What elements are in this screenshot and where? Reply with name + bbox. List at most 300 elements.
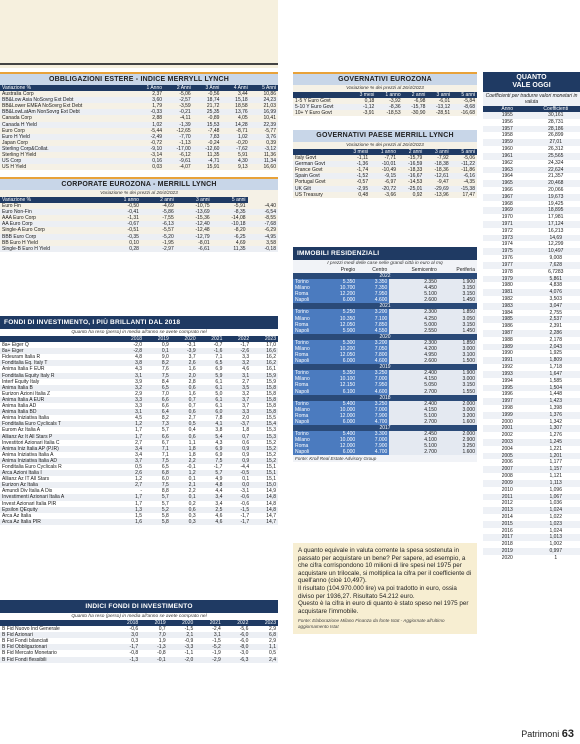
table-cell: -30,90 xyxy=(411,110,426,117)
coefficient-row xyxy=(483,398,580,405)
price-cell: 2.000 xyxy=(439,431,477,437)
price-cell: 10.000 xyxy=(325,407,358,413)
table-cell: 0,39 xyxy=(266,139,276,146)
price-cell: 1.900 xyxy=(439,370,477,376)
price-cell: 3.150 xyxy=(439,291,477,297)
obbligazioni-table xyxy=(0,85,278,170)
year-cell: 2002 xyxy=(501,432,513,439)
price-cell: 6.000 xyxy=(325,358,358,364)
year-cell: 2020 xyxy=(501,554,513,561)
table-cell: -1,13 xyxy=(179,139,191,146)
coefficient-cell: 1,448 xyxy=(549,391,562,398)
coefficient-cell: 3,047 xyxy=(549,302,562,309)
coefficient-row xyxy=(483,194,580,201)
column-header: Semicentro xyxy=(411,267,437,273)
year-cell: 1980 xyxy=(501,282,513,289)
table-cell: 21,72 xyxy=(206,103,220,110)
year-cell: 1983 xyxy=(501,302,513,309)
coefficient-row xyxy=(483,221,580,228)
coefficient-row xyxy=(483,310,580,317)
table-cell: -2,57 xyxy=(164,97,193,103)
table-cell: -4,4 xyxy=(240,463,250,470)
price-cell: 3.350 xyxy=(357,279,389,285)
table-cell: 2,5 xyxy=(198,507,225,513)
coefficient-row xyxy=(483,112,580,119)
table-cell: 0,3 xyxy=(171,519,198,525)
coefficient-row xyxy=(483,228,580,235)
table-cell: -0,5 xyxy=(224,470,251,476)
price-cell: 2.700 xyxy=(389,449,438,455)
table-cell: 15,8 xyxy=(266,390,276,397)
column-header: 3 mesi xyxy=(343,149,370,155)
table-cell: -7,68 xyxy=(248,221,278,227)
table-cell: -8,55 xyxy=(264,215,276,222)
table-cell: 1,02 xyxy=(133,122,164,128)
table-cell: -0,6 xyxy=(129,626,139,633)
price-cell: 1.450 xyxy=(439,297,477,303)
explanation-p3: Questo è la cifra in euro di quanto è stato speso nel 1975 per acquistare l'immobile. xyxy=(298,600,469,615)
row-label: Fonditalia Euro Cyclicals R xyxy=(2,463,62,470)
column-header: 5 anni xyxy=(451,149,477,155)
table-cell: -18,38 xyxy=(424,161,450,167)
coefficient-cell: 2,043 xyxy=(549,343,562,350)
row-label: Eurom Az Italia A xyxy=(2,427,41,434)
table-cell: -2,9 xyxy=(195,657,223,663)
coefficient-cell: 1,342 xyxy=(549,418,562,425)
table-cell: -3,0 xyxy=(239,650,249,657)
row-label: Anima Iniz Italia AP (P.IR) xyxy=(0,446,117,452)
price-cell: 3.000 xyxy=(439,407,477,413)
price-cell: 2.600 xyxy=(389,358,438,364)
quanto-title xyxy=(483,72,580,92)
table-cell: -8,71 xyxy=(236,127,248,134)
table-cell: -0,51 xyxy=(127,227,139,234)
price-cell: 2.300 xyxy=(389,340,438,346)
table-cell: 6,7 xyxy=(161,439,169,446)
row-label: Arca Az Italia xyxy=(2,512,32,519)
row-label: B Fid Nuovo Ind Generale xyxy=(2,626,60,633)
price-cell: 2.600 xyxy=(389,297,438,303)
coefficient-cell: 28,186 xyxy=(548,125,564,132)
table-cell: 3,3 xyxy=(242,354,250,361)
row-label: UK Gilt xyxy=(293,186,343,192)
table-cell: 0,6 xyxy=(171,434,198,440)
table-cell: -6,98 xyxy=(413,98,426,105)
coefficient-row xyxy=(483,432,580,439)
table-cell: 15,8 xyxy=(251,385,278,391)
year-cell: 2007 xyxy=(501,466,513,473)
table-cell: 11,35 xyxy=(207,152,220,159)
table-cell: -11,22 xyxy=(451,161,477,167)
price-cell: 3.250 xyxy=(357,370,389,376)
table-cell: 18,74 xyxy=(193,97,222,103)
table-cell: -2,8 xyxy=(117,348,144,354)
table-cell: -5,91 xyxy=(234,203,246,210)
row-label: Anima Iniziativa Italia A xyxy=(2,451,54,458)
table-cell: -6,54 xyxy=(248,209,278,215)
table-cell: 3,1 xyxy=(195,632,223,638)
year-cell: 2005 xyxy=(501,452,513,459)
immobili-source: Fonte: Kroll Real Estate Advisory Group xyxy=(295,456,377,462)
table-cell: -5,06 xyxy=(179,91,191,98)
table-cell: -1,5 xyxy=(224,507,251,513)
city-label: Milano xyxy=(293,346,325,352)
column-header: 2022 xyxy=(224,336,251,342)
price-cell: 1.550 xyxy=(439,389,477,395)
table-cell: 15,0 xyxy=(251,482,278,488)
table-cell: 17,47 xyxy=(462,191,475,198)
table-cell: -7,92 xyxy=(437,155,449,162)
coefficient-row xyxy=(483,316,580,323)
table-cell: 24,23 xyxy=(250,97,278,103)
coefficient-row xyxy=(483,412,580,419)
price-cell: 5.900 xyxy=(325,328,358,334)
price-cell: 2.000 xyxy=(439,401,477,407)
table-cell: 0,7 xyxy=(224,434,251,440)
table-cell: 22,39 xyxy=(250,122,278,128)
table-cell: -2,95 xyxy=(343,186,370,192)
coefficient-cell: 21,357 xyxy=(548,173,564,180)
year-cell: 2006 xyxy=(501,459,513,466)
column-header: 2021 xyxy=(195,620,223,626)
table-cell: 13,76 xyxy=(221,109,249,115)
coefficient-row xyxy=(483,500,580,507)
coefficient-cell: 19,673 xyxy=(548,193,564,200)
indici-table xyxy=(0,620,278,663)
table-cell: -10,18 xyxy=(212,221,248,227)
coefficient-cell: 4,076 xyxy=(549,289,562,296)
coefficient-cell: 2,755 xyxy=(549,309,562,316)
table-cell: -5,44 xyxy=(150,127,163,134)
table-cell: 1,9 xyxy=(158,638,166,645)
table-cell: -15,38 xyxy=(451,186,477,192)
year-label: 2021 xyxy=(293,303,477,309)
table-cell: 6,5 xyxy=(161,463,169,470)
price-cell: 5.000 xyxy=(389,322,438,328)
table-cell: -7,71 xyxy=(384,155,397,162)
table-cell: 15,5 xyxy=(266,415,276,422)
column-header: 2022 xyxy=(223,620,251,626)
coefficient-cell: 1 xyxy=(554,554,558,561)
table-cell: 4,05 xyxy=(237,115,248,122)
price-cell: 1.850 xyxy=(439,340,477,346)
row-label: AA Euro Corp xyxy=(0,221,103,227)
quanto-subtitle: Coefficienti per tradurre valori monetari in valuta xyxy=(483,92,580,106)
table-cell: 4,6 xyxy=(242,366,250,373)
table-cell: -1,9 xyxy=(212,650,221,657)
table-cell: 1,6 xyxy=(188,366,196,373)
table-cell: 21,03 xyxy=(263,103,276,110)
year-cell: 1968 xyxy=(501,200,513,207)
coefficient-row xyxy=(483,425,580,432)
table-cell: 5,7 xyxy=(198,470,225,476)
footer-label: Patrimoni xyxy=(521,729,560,739)
column-header: 3 anni xyxy=(424,149,450,155)
table-cell: -8,0 xyxy=(223,644,251,650)
coefficient-row xyxy=(483,555,580,562)
row-label: France Govt xyxy=(295,167,323,174)
row-label: Allianz Az IT All Stars xyxy=(2,476,50,483)
coefficient-cell: 1,177 xyxy=(549,459,562,466)
table-cell: 2,7 xyxy=(117,482,144,488)
price-cell: 6.000 xyxy=(325,297,358,303)
table-cell: -6,97 xyxy=(384,179,397,186)
year-cell: 1992 xyxy=(501,364,513,371)
obbligazioni-estere-section xyxy=(0,72,278,170)
table-cell: 11,35 xyxy=(212,246,248,252)
coefficient-cell: 16,213 xyxy=(548,227,564,234)
year-cell: 1955 xyxy=(501,112,513,118)
coefficient-row xyxy=(483,201,580,208)
year-cell: 1984 xyxy=(501,309,513,316)
coefficient-row xyxy=(483,391,580,398)
city-label: Napoli xyxy=(293,419,325,425)
price-cell: 2.300 xyxy=(389,309,438,315)
row-label: Anima Italia A EUR xyxy=(0,397,117,403)
table-cell: 1,8 xyxy=(188,451,196,458)
coefficient-row xyxy=(483,521,580,528)
table-cell: -0,41 xyxy=(103,209,141,215)
coefficient-row xyxy=(483,364,580,371)
row-label: Portugal Govt xyxy=(295,179,326,186)
price-cell: 5.100 xyxy=(389,291,438,297)
table-cell: 1,5 xyxy=(135,512,143,519)
price-cell: 5.100 xyxy=(389,413,438,419)
year-cell: 1971 xyxy=(501,221,513,227)
year-cell: 2013 xyxy=(501,507,513,514)
table-cell: 8,8 xyxy=(161,488,169,495)
table-cell: 2,1 xyxy=(171,482,198,488)
table-cell: -20,72 xyxy=(370,186,398,192)
coefficient-cell: 1,201 xyxy=(549,452,562,459)
table-cell: 2,9 xyxy=(269,638,276,645)
row-label: 5-10 Y Euro Govt xyxy=(293,104,351,110)
price-cell: 4.200 xyxy=(389,346,438,352)
coefficient-cell: 1,221 xyxy=(549,445,562,452)
row-label: Sterling Corp&Collat. xyxy=(0,146,133,152)
table-cell: 0,9 xyxy=(161,342,169,349)
gov-ez-title: GOVERNATIVI EUROZONA xyxy=(293,74,477,85)
table-cell: 6,8 xyxy=(144,470,171,476)
price-cell: 6.000 xyxy=(325,419,358,425)
table-cell: 0,6 xyxy=(171,409,198,415)
immobili-subtitle: I prezzi medi delle case nelle grandi città in euro al mq xyxy=(327,261,443,266)
table-cell: 15,8 xyxy=(251,397,278,403)
coefficient-cell: 19,425 xyxy=(548,200,564,207)
table-row xyxy=(293,192,477,198)
coefficient-cell: 5,861 xyxy=(549,275,562,282)
coefficient-cell: 1,398 xyxy=(549,404,562,411)
price-cell: 1.450 xyxy=(439,328,477,334)
table-cell: 0,48 xyxy=(358,191,369,198)
price-cell: 3.200 xyxy=(357,309,389,315)
table-cell: -0,72 xyxy=(150,139,163,146)
coefficient-cell: 1,096 xyxy=(549,486,562,493)
price-cell: 7.000 xyxy=(357,437,389,443)
table-cell: 16,60 xyxy=(263,164,276,171)
table-cell: 2,9 xyxy=(135,390,143,397)
table-cell: 3,60 xyxy=(133,97,164,103)
table-cell: -6,25 xyxy=(212,234,248,240)
table-cell: 7,0 xyxy=(161,390,169,397)
table-cell: -0,1 xyxy=(140,657,168,663)
year-cell: 1989 xyxy=(501,343,513,350)
price-cell: 12.050 xyxy=(325,352,358,358)
table-cell: 7,5 xyxy=(144,373,171,379)
price-cell: 7.800 xyxy=(357,352,389,358)
table-cell: 6,1 xyxy=(215,403,223,410)
table-cell: -3,9 xyxy=(171,348,198,354)
table-cell: -3,3 xyxy=(168,644,196,650)
row-label: US H Yield xyxy=(2,164,27,171)
coefficient-cell: 27,01 xyxy=(549,139,562,146)
table-cell: 14,8 xyxy=(251,494,278,500)
table-cell: -6,0 xyxy=(223,632,251,638)
year-cell: 1969 xyxy=(501,207,513,214)
table-cell: 6,6 xyxy=(144,434,171,440)
price-cell: 1.850 xyxy=(439,309,477,315)
fondi-section xyxy=(0,316,278,525)
coefficient-row xyxy=(483,207,580,214)
table-cell: -25,01 xyxy=(398,186,424,192)
table-cell: -10,49 xyxy=(381,167,397,174)
table-cell: 0,5 xyxy=(269,650,276,657)
table-cell: -5,06 xyxy=(463,155,475,162)
coefficient-cell: 1,036 xyxy=(549,500,562,507)
year-cell: 1973 xyxy=(501,234,513,241)
table-cell: -1,11 xyxy=(357,155,369,162)
city-label: Napoli xyxy=(293,328,325,334)
row-label: BB&LowLatAm NonSovrg Ext Debt xyxy=(0,109,133,115)
table-cell: 0,5 xyxy=(135,463,143,470)
coefficient-row xyxy=(483,385,580,392)
price-cell: 3.200 xyxy=(357,340,389,346)
table-cell: -7,62 xyxy=(221,146,249,152)
price-cell: 7.950 xyxy=(357,291,389,297)
year-cell: 1977 xyxy=(501,261,513,268)
table-cell: - xyxy=(140,488,143,495)
fondi-subtitle: Quanto ha reso (perso) in media all'anno se avete comprato nel xyxy=(71,330,207,335)
coefficient-row xyxy=(483,167,580,174)
table-cell: 1,8 xyxy=(171,446,198,452)
price-cell: 2.700 xyxy=(389,419,438,425)
price-cell: 4.700 xyxy=(357,419,389,425)
year-cell: 1962 xyxy=(501,159,513,166)
row-label: Euro Fin xyxy=(2,203,21,210)
table-cell: -1,39 xyxy=(164,122,193,128)
table-cell: -0,50 xyxy=(127,203,139,210)
table-cell: 6,1 xyxy=(198,397,225,403)
table-cell: -0,24 xyxy=(208,139,220,146)
table-cell: -0,89 xyxy=(208,115,220,122)
table-cell: -1,36 xyxy=(343,161,370,167)
table-cell: 4,9 xyxy=(215,476,223,483)
table-cell: -3,7 xyxy=(224,421,251,427)
table-cell: 0,6 xyxy=(171,507,198,513)
top-band xyxy=(0,0,278,68)
price-cell: 12.150 xyxy=(325,382,358,388)
price-cell: 5.400 xyxy=(325,401,358,407)
table-cell: 3,8 xyxy=(215,427,223,434)
row-label: Anima Italia AD xyxy=(2,403,37,410)
table-cell: -1,95 xyxy=(162,239,174,246)
table-cell: 0,03 xyxy=(152,164,163,171)
table-cell: -0,8 xyxy=(129,650,139,657)
year-cell: 1987 xyxy=(501,330,513,336)
year-cell: 1985 xyxy=(501,316,513,323)
table-cell: -10,01 xyxy=(370,161,398,167)
table-cell: 15,1 xyxy=(266,463,276,470)
row-label: B Fid Obbligazionari xyxy=(0,644,113,650)
year-label: 2022 xyxy=(293,273,477,279)
price-cell: 4.250 xyxy=(389,316,438,322)
year-cell: 1976 xyxy=(501,255,513,262)
row-label: US Corp xyxy=(0,158,133,164)
coefficient-cell: 24,324 xyxy=(548,159,564,166)
coefficient-cell: 1,925 xyxy=(549,350,562,357)
year-cell: 1986 xyxy=(501,323,513,330)
year-cell: 1999 xyxy=(501,411,513,418)
table-cell: -16,59 xyxy=(398,161,424,167)
table-cell: 0,9 xyxy=(224,458,251,464)
table-cell: -7,55 xyxy=(162,215,174,222)
table-cell: 6,0 xyxy=(161,476,169,483)
row-label: B Fid Fondi flessibili xyxy=(0,657,113,663)
coefficient-cell: 26,899 xyxy=(548,132,564,139)
price-cell: 3.000 xyxy=(439,376,477,382)
price-cell: 4.550 xyxy=(357,328,389,334)
table-cell: 6,4 xyxy=(144,409,171,415)
table-cell: -10,75 xyxy=(195,203,210,210)
table-cell: 3,2 xyxy=(117,385,144,391)
table-cell: 0,1 xyxy=(242,476,250,483)
city-label: Torino xyxy=(293,309,325,315)
price-cell: 1.900 xyxy=(439,279,477,285)
row-label: US Treasury xyxy=(295,191,323,198)
table-cell: -18,33 xyxy=(408,167,423,174)
table-row xyxy=(0,246,278,252)
corporate-subtitle: Variazione % dei prezzi al 26/4/2023 xyxy=(100,191,178,196)
table-row xyxy=(0,657,278,663)
gov-ml-section xyxy=(293,130,477,198)
table-cell: 2,8 xyxy=(188,378,196,385)
table-cell: -6,13 xyxy=(141,221,176,227)
year-cell: 1996 xyxy=(501,391,513,398)
table-cell: 3,7 xyxy=(188,354,196,361)
coefficient-cell: 1,157 xyxy=(549,466,562,473)
table-cell: -1,3 xyxy=(113,657,141,663)
table-cell: 16,99 xyxy=(250,109,278,115)
table-cell: 3,58 xyxy=(266,239,276,246)
table-cell: 3,1 xyxy=(117,373,144,379)
column-header: 2018 xyxy=(113,620,141,626)
quanto-vale-section xyxy=(483,72,580,562)
table-cell: 7,5 xyxy=(144,482,171,488)
table-cell: 6,8 xyxy=(250,632,278,638)
table-cell: 6,5 xyxy=(144,385,171,391)
table-cell: 0,18 xyxy=(364,98,375,105)
column-header: 2 Anni xyxy=(164,85,193,91)
price-cell: 10.100 xyxy=(325,376,358,382)
price-cell: 3.250 xyxy=(357,401,389,407)
table-cell: 25,35 xyxy=(193,109,222,115)
table-cell: -15,78 xyxy=(403,104,428,110)
price-cell: 3.050 xyxy=(439,316,477,322)
table-cell: 0,2 xyxy=(188,500,196,507)
table-cell: -5,57 xyxy=(162,227,174,234)
coefficient-cell: 1,024 xyxy=(549,527,562,534)
table-cell: 15,53 xyxy=(193,122,222,128)
